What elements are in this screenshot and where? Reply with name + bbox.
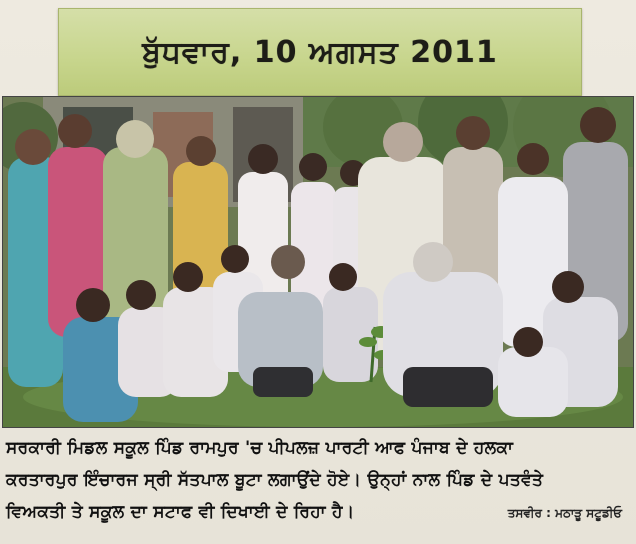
group-photo <box>2 96 634 428</box>
photo-credit: ਤਸਵੀਰ : ਮਠਾੜੂ ਸਟੂਡੀਓ <box>507 506 622 520</box>
caption-line-1: ਸਰਕਾਰੀ ਮਿਡਲ ਸਕੂਲ ਪਿੰਡ ਰਾਮਪੁਰ 'ਚ ਪੀਪਲਜ਼ ਪਾਰਟੀ ਆਫ ਪੰਜਾਬ ਦੇ ਹਲਕਾ <box>6 438 514 458</box>
photo-caption <box>6 438 630 538</box>
date-banner <box>58 8 582 96</box>
date-text: ਬੁੱਧਵਾਰ, 10 ਅਗਸਤ 2011 <box>142 34 498 70</box>
group-photo-image <box>3 97 633 427</box>
caption-line-2: ਕਰਤਾਰਪੁਰ ਇੰਚਾਰਜ ਸ੍ਰੀ ਸੱਤਪਾਲ ਬੂਟਾ ਲਗਾਉਂਦੇ ਹੋਏ। ਉਨ੍ਹਾਂ ਨਾਲ ਪਿੰਡ ਦੇ ਪਤਵੰਤੇ <box>6 470 544 490</box>
caption-line-3: ਵਿਅਕਤੀ ਤੇ ਸਕੂਲ ਦਾ ਸਟਾਫ ਵੀ ਦਿਖਾਈ ਦੇ ਰਿਹਾ ਹੈ। <box>6 502 355 522</box>
